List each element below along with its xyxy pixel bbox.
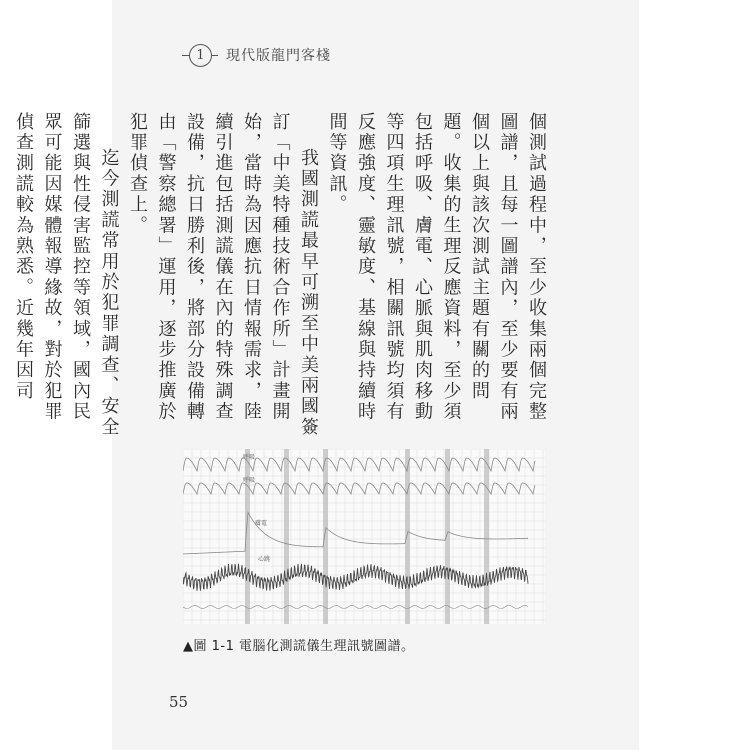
page-number: 55 [169,693,189,711]
breath-trace-2 [183,483,535,494]
paragraph-1: 個測試過程中，至少收集兩個完整圖譜，且每一圖譜內，至少要有兩個以上與該次測試主題有關的問題。收集的生理反應資料，至少須包括呼吸、膚電、心脈與肌肉移動等四項生理訊號，相關訊號均須有反應強度、靈敏度、基線與持續時間等資訊。 [326,112,547,423]
book-title: 現代版龍門客棧 [226,48,331,64]
polygraph-chart [183,449,545,624]
chapter-marker [182,40,218,70]
paragraph-2: 我國測謊最早可溯至中美兩國簽訂「中美特種技術合作所」計畫開始，當時為因應抗日情報需求，陸續引進包括測謊儀在內的特殊調查設備，抗日勝利後，將部分設備轉由「警察總署」運用，逐步推廣於犯罪偵查上。 [127,112,319,438]
pulse-label: 心跳 [258,556,271,563]
question-marker-bands [245,449,489,624]
movement-trace [183,606,528,609]
polygraph-figure [183,449,545,624]
question-marker-band [484,449,489,624]
chapter-number: 1 [189,44,212,67]
figure-caption: ▲圖 1-1 電腦化測謊儀生理訊號圖譜。 [183,639,415,654]
breath1-label: 呼吸 [243,454,256,461]
question-marker-band [405,449,410,624]
question-marker-band [284,449,289,624]
question-marker-band [445,449,450,624]
skin-label: 膚電 [255,520,268,527]
running-header [182,40,331,70]
breath2-label: 呼吸 [243,477,256,484]
chart-grid [183,449,545,624]
body-text [13,112,550,442]
pulse-trace [183,564,528,591]
question-marker-band [323,449,328,624]
paragraph-3: 迄今測謊常用於犯罪調查、安全篩選與性侵害監控等領域，國內民眾可能因媒體報導緣故，對於犯罪偵查測謊較為熟悉。近幾年因司 [13,112,120,438]
breath-trace-1 [183,458,535,471]
signal-traces [183,458,535,609]
